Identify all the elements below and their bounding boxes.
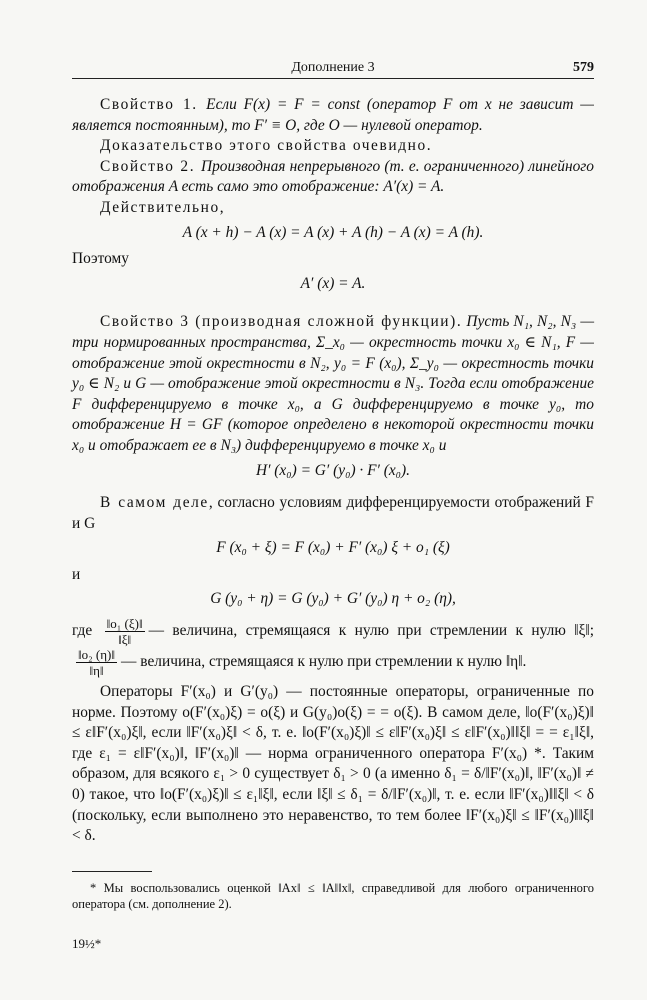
footnote-rule <box>72 871 152 872</box>
equation-2: A′ (x) = A. <box>300 274 366 292</box>
in-fact: В самом деле, согласно условиям дифференцируемости отображений F и G <box>72 494 594 532</box>
running-header <box>72 56 594 79</box>
property-2-label: Свойство 2. <box>100 157 201 175</box>
indeed: Действительно, <box>100 198 226 216</box>
page <box>72 56 594 954</box>
footnote: * Мы воспользовались оценкой ‖Ax‖ ≤ ‖A‖‖x‖, справедливой для любого ограниченного оператора (см. дополнение 2). <box>72 880 594 911</box>
property-2 <box>72 157 594 198</box>
property-2-text: Производная непрерывного (т. е. ограниченного) линейного отображения A есть само это отображение: A′(x) = A. <box>72 157 594 196</box>
signature-mark: 19½* <box>72 935 102 951</box>
property-3 <box>72 312 594 456</box>
header-title: Дополнение 3 <box>291 60 375 75</box>
fraction-o1: $\frac{\text{‖o₁ (ξ)‖}}{‖\xi‖}$ <box>106 616 143 648</box>
operators-paragraph: Операторы F′(x₀) и G′(y₀) — постоянные операторы, ограниченные по норме. Поэтому o(F′(x₀)ξ) = o(ξ) и G(y₀)o(ξ) = = o(ξ). В самом деле, ‖o(F′(x₀)ξ)‖ ≤ ε‖F′(x₀)ξ‖, если ‖F′(x₀)ξ‖ < δ, т. е. ‖o(F′(x₀)ξ)‖ ≤ ε‖F′(x₀)ξ‖ ≤ ε‖F′(x₀)‖‖ξ‖ = = ε₁‖ξ‖, где ε₁ = ε‖F′(x₀)‖, ‖F′(x₀)‖ — норма ограниченного оператора F′(x₀) *. Таким образом, для всякого ε₁ > 0 существует δ₁ > 0 (а именно δ₁ = δ/‖F′(x₀)‖, ‖F′(x₀)‖ ≠ 0) такое, что ‖o(F′(x₀)ξ)‖ ≤ ε₁‖ξ‖, если ‖ξ‖ ≤ δ₁ = δ/‖F′(x₀)‖, т. е. если ‖F′(x₀)‖‖ξ‖ < δ (поскольку, если выполнено это неравенство, то тем более ‖F′(x₀)ξ‖ ≤ ‖F′(x₀)‖‖ξ‖ < δ. <box>72 683 594 845</box>
equation-4: F (x₀ + ξ) = F (x₀) + F′ (x₀) ξ + o₁ (ξ) <box>216 539 450 557</box>
equation-5: G (y₀ + η) = G (y₀) + G′ (y₀) η + o₂ (η), <box>210 590 456 608</box>
where-paragraph: где $\frac{\text{‖o₁ (ξ)‖}}{‖\xi‖}$ — величина, стремящаяся к нулю при стремлении к нулю ‖ξ‖; $\frac{\text{‖o₂ (η)‖}}{‖\eta‖}$ — величина, стремящаяся к нулю при стремлении к нулю ‖η‖. <box>72 616 594 679</box>
property-3-text: Пусть N₁, N₂, N₃ — три нормированных пространства, Σ_x₀ — окрестность точки x₀ ∈ N₁, F — отображение этой окрестности в N₂, y₀ = F (x₀), Σ_y₀ — окрестность точки y₀ ∈ N₂ и G — отображение этой окрестности в N₃. Тогда если отображение F дифференцируемо в точке x₀, а G дифференцируемо в точке y₀, то отображение H = GF (которое определено в некоторой окрестности точки x₀ и отображает ее в N₃) дифференцируемо в точке x₀ и <box>72 313 594 454</box>
therefore: Поэтому <box>72 250 129 268</box>
fraction-o2: $\frac{\text{‖o₂ (η)‖}}{‖\eta‖}$ <box>78 647 116 679</box>
property-3-label: Свойство 3 (производная сложной функции). <box>100 313 463 331</box>
property-1 <box>72 95 594 136</box>
proof-obvious: Доказательство этого свойства очевидно. <box>100 137 433 155</box>
equation-1: A (x + h) − A (x) = A (x) + A (h) − A (x) = A (h). <box>182 223 484 241</box>
property-1-text: Если F(x) = F = const (оператор F от x не зависит — является постоянным), то F′ ≡ O, где O — нулевой оператор. <box>72 96 594 134</box>
property-1-label: Свойство 1. <box>100 96 207 113</box>
conjunction-and: и <box>72 565 81 583</box>
equation-3: H′ (x₀) = G′ (y₀) · F′ (x₀). <box>255 461 411 479</box>
page-number: 579 <box>573 60 594 75</box>
